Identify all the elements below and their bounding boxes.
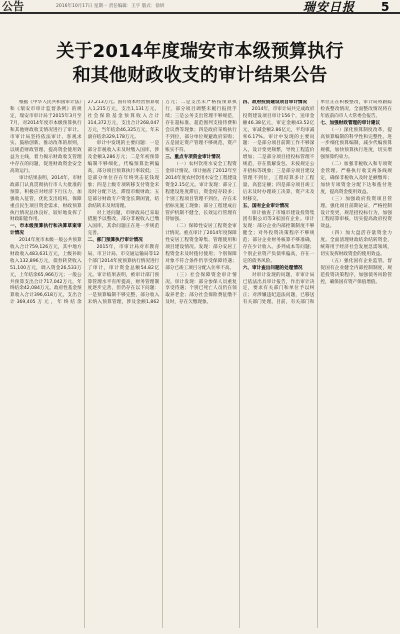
page-header bbox=[0, 0, 400, 14]
paragraph: （二）加强非税收入和专项资金管理。严格执行收支两条线规定，确保非税收入及时足额缴库；加快专项资金分配下达和拨付进度，提高资金使用效益。 bbox=[320, 162, 392, 195]
section-heading: 二、部门预算执行审计情况 bbox=[87, 238, 143, 244]
paragraph: 审计结果表明，2014年，市财政部门认真贯彻执行市人大批准的预算，积极应对经济下行压力，加强收入征管，优化支出结构，保障重点民生项目资金需求，财政预算执行情况总体良好，较好地发挥了财政职能作用。 bbox=[10, 175, 82, 223]
issue-info: 2016年10月17日 星期一 责任编辑：王宇 版式：徐妍 bbox=[56, 4, 165, 9]
paragraph: （二）保障性安居工程资金审计情况。重点审计了2014年度保障性安居工程资金筹集、管理使用和项目建设情况。发现：部分安居工程资金未及时拨付使用；个别保障对象不符合条件仍享受保障待遇；部分已竣工项目分配入住率不高。 bbox=[165, 224, 237, 271]
article-body bbox=[10, 100, 392, 628]
section-heading: 七、加强财政管理的审计建议 bbox=[320, 120, 381, 126]
headline-line-2: 和其他财政收支的审计结果公告 bbox=[72, 65, 328, 86]
paragraph: （一）农村饮用水安全工程资金审计情况。审计抽查了2012年至2014年度农村饮用水安全工程建设资金2.15亿元。审计发现：部分工程建设进度滞后，资金结存较多；个别工程项目管理不到位，存在未招标先施工现象；部分工程建成后管护机制不健全，长效运行管理有待加强。 bbox=[165, 162, 237, 223]
paragraph: 2014年度市本级一般公共预算收入合计759,126万元，其中地方财政收入483,631万元，上级补助收入132,896万元，债券转贷收入51,100万元，调入资金26,533万元，上年结余65,966万元；一般公共预算支出合计717,042万元，年终结余42,084万元。政府性基金预算收入合计396,618万元，支出合计369,405万元，年终结余27,213万元。国有资本经营预算收入1,215万元，支出1,131万元。社会保险基金预算收入合计314,372万元，支出合计268,047万元，当年结余46,325万元，年末滚存结余329,178万元。 bbox=[10, 100, 160, 306]
paragraph: 审计抽查了市城市建设投资集团有限公司等3家国有企业。审计发现：部分企业内部控制制度不够健全；对外投资决策程序不够规范；部分企业财务核算不够准确，存在少计收入、多列成本等问题；个别企业资产负债率偏高，存在一定的债务风险。 bbox=[242, 210, 315, 264]
paragraph: （一）深化预算制度改革，提高预算编制的科学性和完整性。进一步细化预算编制，减少代编预算规模，加快预算执行进度，切实增强预算约束力。 bbox=[320, 127, 392, 161]
paragraph: 审计中发现的主要问题：一是部分非税收入未及时缴入国库，涉及金额3,286万元；二是年初预算编制不够细化，代编预算比例偏高，部分项目预算执行率较低；三是部分单位存在年终突击花钱现象；四是上级专项转移支付资金未及时分配下达，滞留市级财政；五是部分财政专户资金长期闲置，结余结转未及时清理。 bbox=[87, 141, 160, 209]
paragraph: （三）社会保障资金审计情况。审计发现：部分参保人员重复享受待遇；个别已死亡人员仍在领取养老金；部分社会保险费征缴不及时，存在欠缴现象。 bbox=[165, 272, 237, 306]
paragraph: 2015年，市审计局对市教育局、市卫计局、市交通运输局等12个部门2014年度预算执行情况进行了审计，审计资金总额54.82亿元。审计结果表明，被审计部门预算管理水平有所提高，财务管理制度逐步完善，但仍存在以下问题：一是预算编制不够完整，部分收入未纳入预算管理，涉及金额1,862万元；二是支出未严格按预算执行，部分项目调整未履行报批手续；三是公务支出管理不够规范，存在超标准、超范围列支接待费和会议费等现象；四是政府采购执行不到位，部分单位规避政府采购；五是固定资产管理不够规范，资产账实不符。 bbox=[87, 100, 237, 306]
paragraph: （五）强化国有企业监管。督促国有企业健全内部控制制度，规范投资决策程序，加强债务风险管控，确保国有资产保值增值。 bbox=[320, 258, 392, 285]
section-heading: 六、审计查出问题的处理情况 bbox=[242, 265, 303, 271]
paragraph: （四）加大盘活存量资金力度。全面清理财政结余结转资金，统筹用于经济社会发展急需领域，切实发挥财政资金的使用效益。 bbox=[320, 231, 392, 257]
masthead-logo: 瑞安日报 bbox=[303, 0, 356, 14]
paragraph: 2014年，市审计局共完成政府投资建设项目审计156个，送审金额46.38亿元，审定金额43.52亿元，审减金额2.86亿元，平均审减率6.17%。审计中发现的主要问题：一是部分项目前期工作不够深入，设计变更频繁，导致工程造价增加；二是部分项目招投标管理不规范，存在肢解发包、未按规定公开招标等现象；三是部分项目建设管理不到位，工程结算多计工程量、高套定额；四是部分项目竣工后未及时办理竣工决算，资产未及时移交。 bbox=[242, 106, 315, 202]
section-heading: 四、政府投资建设项目审计情况 bbox=[242, 100, 308, 105]
section-heading: 三、重点专项资金审计情况 bbox=[165, 155, 221, 161]
headline-line-1: 关于2014年度瑞安市本级预算执行 bbox=[56, 41, 344, 62]
page-number: 5 bbox=[381, 0, 390, 14]
section-label: 公告 bbox=[2, 0, 24, 13]
section-heading: 五、国有企业审计情况 bbox=[242, 203, 289, 209]
paragraph: 对审计发现的问题，市审计局已依法出具审计报告，作出审计决定，要求有关部门和单位予以纠正；对涉嫌违纪违法问题，已移送有关部门处理。目前，有关部门和单位正在积极整改，审计局将跟踪检查整改情况，全面整改情况将在年底前向市人大常委会报告。 bbox=[242, 100, 392, 306]
paragraph: 对上述问题，市财政局已采取措施予以整改，部分非税收入已缴入国库，其余问题正在进一步规范完善。 bbox=[87, 210, 160, 237]
section-heading: 一、市本级预算执行和决算草案审计情况 bbox=[10, 224, 82, 237]
paragraph: （三）加强政府投资项目管理。强化项目前期论证，严格控制设计变更，规范招投标行为，加强工程结算审核，切实提高政府投资效益。 bbox=[320, 196, 392, 230]
paragraph: 根据《中华人民共和国审计法》和《瑞安市审计监督条例》的规定，瑞安市审计局于2015年3月至7月，对2014年度市本级预算执行和其他财政收支情况进行了审计。市审计局坚持依法审计、客观求实、鼓励创新、推动改革的原则，以规范财政管理、提高资金使用效益为主线，着力揭示财政收支管理中存在的问题，促进财政资金安全高效运行。 bbox=[10, 100, 82, 175]
